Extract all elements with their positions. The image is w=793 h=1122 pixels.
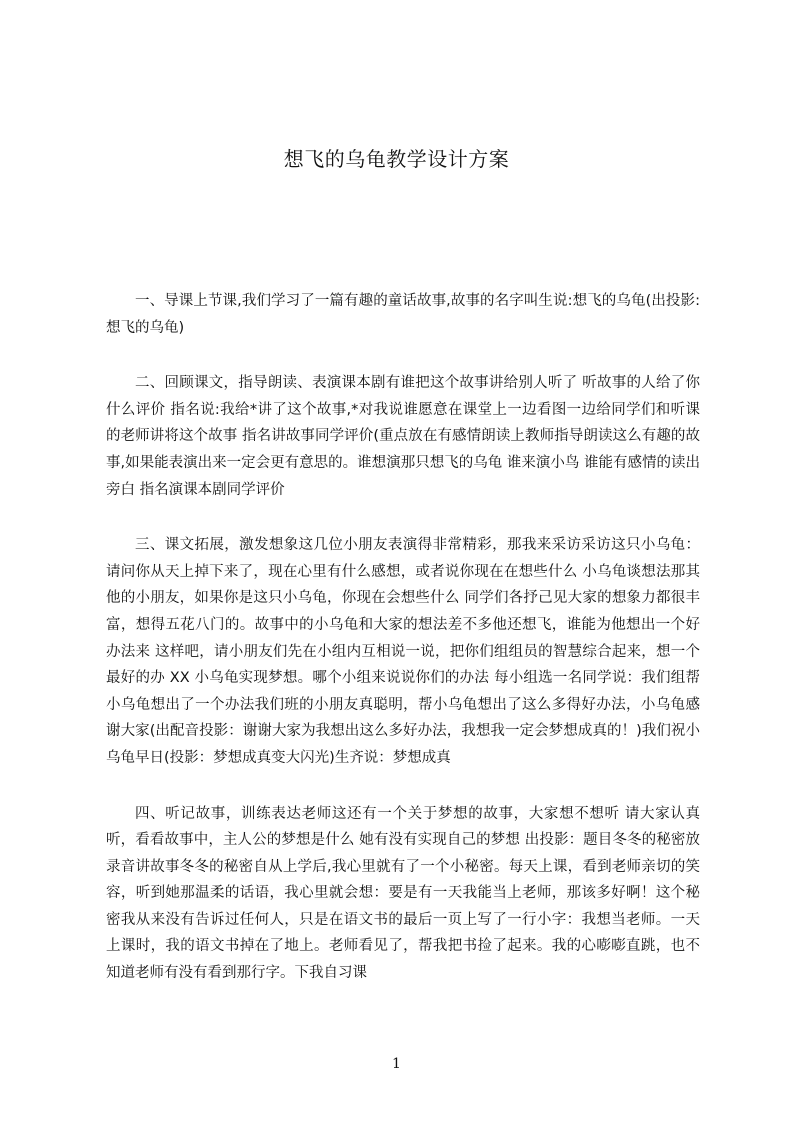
paragraph-2: 二、回顾课文，指导朗读、表演课本剧有谁把这个故事讲给别人听了 听故事的人给了你什么评价 指名说:我给*讲了这个故事,*对我说谁愿意在课堂上一边看图一边给同学们和听课的老师讲将这个故事 指名讲故事同学评价(重点放在有感情朗读上教师指导朗读这么有趣的故事,如果能表演出来一定会更有意思的。谁想演那只想飞的乌龟 谁来演小鸟 谁能有感情的读出旁白 指名演课本剧同学评价 — [106, 375, 700, 498]
document-title: 想飞的乌龟教学设计方案 — [283, 147, 510, 171]
paragraph-1: 一、导课上节课,我们学习了一篇有趣的童话故事,故事的名字叫生说:想飞的乌龟(出投影:想飞的乌龟) — [106, 293, 700, 336]
page-number: 1 — [392, 1056, 401, 1072]
document-body — [106, 288, 700, 1016]
paragraph-3: 三、课文拓展，激发想象这几位小朋友表演得非常精彩，那我来采访采访这只小乌龟：请问你从天上掉下来了，现在心里有什么感想，或者说你现在在想些什么 小乌龟谈想法那其他的小朋友，如果你是这只小乌龟，你现在会想些什么 同学们各抒己见大家的想象力都很丰富，想得五花八门的。故事中的小乌龟和大家的想法差不多他还想飞，谁能为他想出一个好办法来 这样吧，请小朋友们先在小组内互相说一说，把你们组组员的智慧综合起来，想一个最好的办 XX 小乌龟实现梦想。哪个小组来说说你们的办法 每小组选一名同学说：我们组帮小乌龟想出了一个办法我们班的小朋友真聪明，帮小乌龟想出了这么多得好办法，小乌龟感谢大家(出配音投影：谢谢大家为我想出这么多好办法，我想我一定会梦想成真的！)我们祝小乌龟早日(投影：梦想成真变大闪光)生齐说：梦想成真 — [106, 537, 700, 766]
paragraph-4: 四、听记故事，训练表达老师这还有一个关于梦想的故事，大家想不想听 请大家认真听，看看故事中，主人公的梦想是什么 她有没有实现自己的梦想 出投影：题目冬冬的秘密放录音讲故事冬冬的秘密自从上学后,我心里就有了一个小秘密。每天上课，看到老师亲切的笑容，听到她那温柔的话语，我心里就会想：要是有一天我能当上老师，那该多好啊！这个秘密我从来没有告诉过任何人，只是在语文书的最后一页上写了一行小字：我想当老师。一天上课时，我的语文书掉在了地上。老师看见了，帮我把书捡了起来。我的心嘭嘭直跳，也不知道老师有没有看到那行字。下我自习课 — [106, 805, 700, 982]
